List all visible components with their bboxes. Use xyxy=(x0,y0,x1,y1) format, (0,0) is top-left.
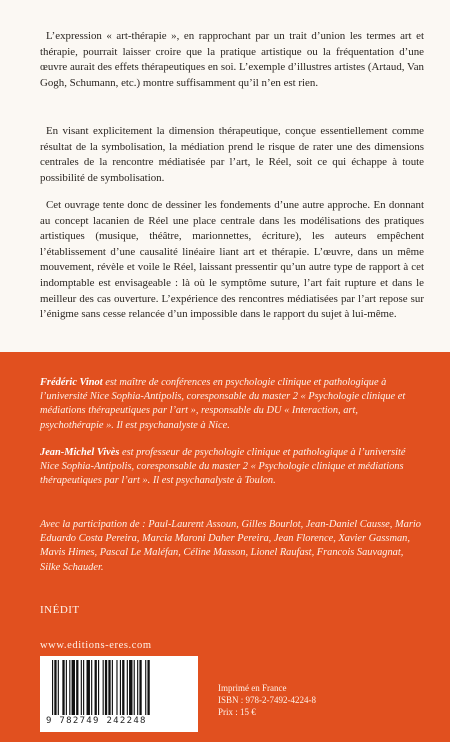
orange-author-panel xyxy=(0,352,450,742)
isbn: ISBN : 978-2-7492-4224-8 xyxy=(218,695,316,705)
printed-in: Imprimé en France xyxy=(218,683,287,693)
barcode xyxy=(40,656,198,732)
barcode-digits: 9 782749 242248 xyxy=(46,716,147,726)
author-name-2: Jean-Michel Vivès xyxy=(40,447,120,458)
back-cover-text-area xyxy=(0,0,450,352)
author-name-1: Frédéric Vinot xyxy=(40,377,103,388)
author-bio-2-text: est professeur de psychologie clinique et pathologique à l’université Nice Sophia-Antipolis, coresponsable du master 2 « Psychologie clinique et médiations thérapeutiques par l’art ». Il est psychanalyste à Toulon. xyxy=(40,447,406,487)
inedit-label: INÉDIT xyxy=(40,604,80,616)
publisher-website: www.editions-eres.com xyxy=(40,640,152,651)
barcode-bars xyxy=(50,660,190,715)
author-bio-1 xyxy=(40,376,424,433)
paragraph-1: L’expression « art-thérapie », en rapprochant par un trait d’union les termes art et thérapie, pourrait laisser croire que la pratique artistique ou la fréquentation d’une œuvre aurait des effets thérapeutiques en soi. L’exemple d’illustres artistes (Artaud, Van Gogh, Schumann, etc.) montre suffisamment qu’il n’en est rien. xyxy=(40,30,424,89)
price: Prix : 15 € xyxy=(218,707,256,717)
contributors: Avec la participation de : Paul-Laurent Assoun, Gilles Bourlot, Jean-Daniel Causse, Mario Eduardo Costa Pereira, Marcia Maroni Daher Pereira, Jean Florence, Xavier Gassman, Mavis Himes, Pascal Le Maléfan, Céline Masson, Lionel Raufast, Francois Sauvagnat, Silke Schauder. xyxy=(40,519,421,573)
paragraph-2: En visant explicitement la dimension thérapeutique, conçue essentiellement comme résultat de la symbolisation, la médiation prend le risque de rater une des dimensions centrales de la rencontre médiatisée par l’art, le Réel, soit ce qui échappe à toute possibilité de symbolisation. xyxy=(40,125,424,184)
paragraph-3: Cet ouvrage tente donc de dessiner les fondements d’une autre approche. En donnant au concept lacanien de Réel une place centrale dans les modélisations des pratiques artistiques (musique, théâtre, marionnettes, écriture), les auteurs empêchent l’établissement d’une causalité linéaire liant art et thérapie. L’œuvre, dans un même mouvement, révèle et voile le Réel, laissant pressentir qu’un autre type de rapport à cet indomptable est envisageable : là où le symptôme suture, l’art fait rupture et dans le meilleur des cas ouverture. L’expérience des rencontres médiatisées par l’art repose sur l’énigme sans cesse relancée d’un impossible dans le rapport du sujet à lui-même. xyxy=(40,199,424,321)
publication-info xyxy=(218,682,316,718)
author-bio-2 xyxy=(40,446,424,489)
author-bio-1-text: est maître de conférences en psychologie clinique et pathologique à l’université Nice Sophia-Antipolis, coresponsable du master 2 « Psychologie clinique et médiations thérapeutiques par l’art », responsable du DU « Interaction, art, psychothérapie ». Il est psychanalyste à Nice. xyxy=(40,377,406,431)
